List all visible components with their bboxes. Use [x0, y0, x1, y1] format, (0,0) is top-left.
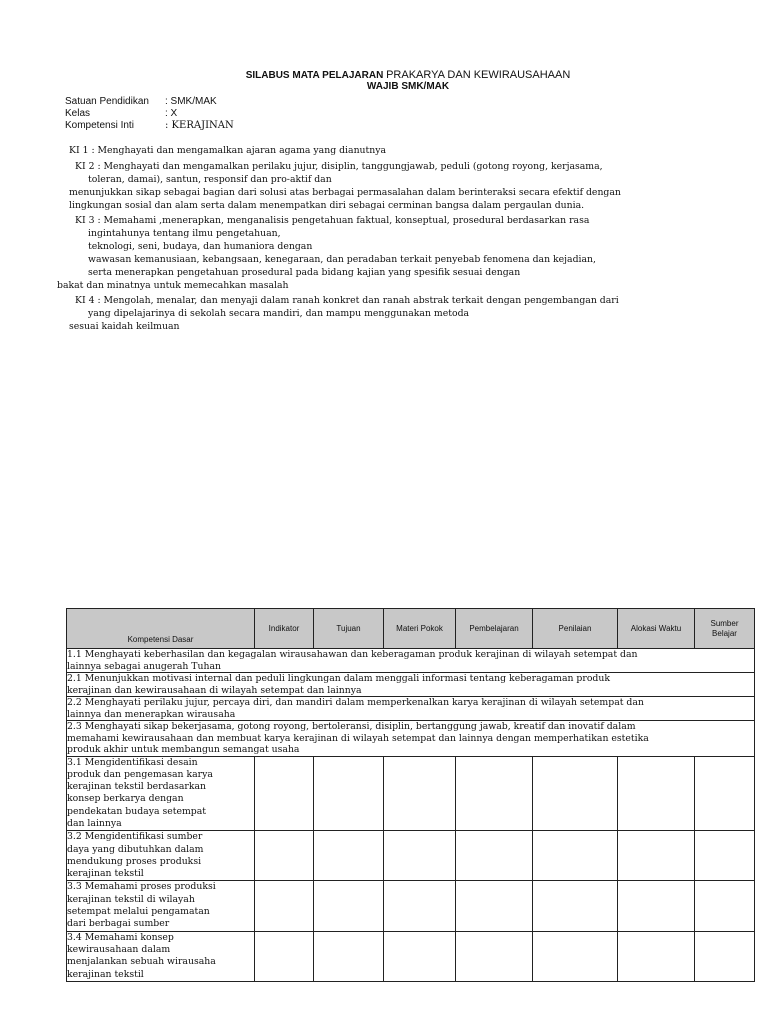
ki-line: bakat dan minatnya untuk memecahkan masalah	[57, 280, 289, 291]
kd-2-3-cell	[67, 721, 755, 757]
cell-line: 1.1 Menghayati keberhasilan dan kegagalan wirausahawan dan keberagaman produk kerajinan di wilayah setempat dan	[67, 649, 638, 660]
ki-line: teknologi, seni, budaya, dan humaniora dengan	[88, 241, 313, 252]
ki-line: KI 3 : Memahami ,menerapkan, menganalisis pengetahuan faktual, konseptual, prosedural berdasarkan rasa	[75, 215, 590, 226]
kd-3-3-cell	[67, 881, 255, 931]
meta-value: : X	[165, 108, 178, 119]
ki-line: toleran, damai), santun, responsif dan pro-aktif dan	[88, 174, 332, 185]
header-indikator: Indikator	[255, 609, 314, 649]
empty-cell	[456, 931, 533, 981]
table-row	[67, 931, 755, 981]
ki-line: yang dipelajarinya di sekolah secara mandiri, dan mampu menggunakan metoda	[88, 308, 470, 319]
cell-line: daya yang dibutuhkan dalam	[67, 843, 204, 855]
table-row	[67, 649, 755, 673]
cell-line: kerajinan tekstil	[67, 968, 144, 980]
empty-cell	[618, 881, 695, 931]
meta-label: Kelas	[65, 108, 91, 119]
table-header-row	[67, 609, 755, 649]
cell-line: lainnya dan menerapkan wirausaha	[67, 708, 236, 720]
empty-cell	[695, 881, 755, 931]
meta-value: : KERAJINAN	[165, 120, 234, 131]
cell-line: 3.1 Mengidentifikasi desain	[67, 756, 198, 768]
cell-line: produk dan pengemasan karya	[67, 768, 213, 780]
ki-line: sesuai kaidah keilmuan	[69, 321, 180, 332]
header-belajar-line: Belajar	[712, 628, 737, 638]
empty-cell	[255, 931, 314, 981]
header-materi-pokok: Materi Pokok	[384, 609, 456, 649]
empty-cell	[456, 831, 533, 881]
meta-value: : SMK/MAK	[165, 96, 217, 107]
meta-label: Kompetensi Inti	[65, 120, 134, 131]
empty-cell	[384, 881, 456, 931]
cell-line: 2.1 Menunjukkan motivasi internal dan peduli lingkungan dalam menggali informasi tentang keberagaman produk	[67, 673, 610, 684]
cell-line: setempat melalui pengamatan	[67, 906, 210, 918]
header-kompetensi-dasar: Kompetensi Dasar	[67, 609, 255, 649]
ki-line: serta menerapkan pengetahuan prosedural pada bidang kajian yang spesifik sesuai dengan	[88, 267, 521, 278]
table-row	[67, 881, 755, 931]
ki-line: KI 2 : Menghayati dan mengamalkan perilaku jujur, disiplin, tanggungjawab, peduli (gotong royong, kerjasama,	[75, 161, 603, 172]
empty-cell	[384, 831, 456, 881]
ki-line: KI 4 : Mengolah, menalar, dan menyaji dalam ranah konkret dan ranah abstrak terkait dengan pengembangan dari	[75, 295, 619, 306]
empty-cell	[695, 931, 755, 981]
cell-line: dan lainnya	[67, 817, 122, 829]
cell-line: memahami kewirausahaan dan membuat karya kerajinan di wilayah setempat dan lainnya dengan memperhatikan estetika	[67, 732, 649, 744]
cell-line: mendukung proses produksi	[67, 855, 202, 867]
empty-cell	[314, 756, 384, 831]
cell-line: 3.3 Memahami proses produksi	[67, 881, 216, 893]
meta-row-kompetensi-inti	[65, 119, 234, 132]
cell-line: produk akhir untuk membangun semangat usaha	[67, 744, 300, 755]
header-sumber-belajar	[695, 609, 755, 649]
header-tujuan: Tujuan	[314, 609, 384, 649]
empty-cell	[695, 756, 755, 831]
cell-line: pendekatan budaya setempat	[67, 805, 207, 817]
cell-line: 2.3 Menghayati sikap bekerjasama, gotong royong, bertoleransi, disiplin, bertanggung jawab, kreatif dan inovatif dalam	[67, 721, 636, 732]
syllabus-subject: PRAKARYA DAN KEWIRAUSAHAAN	[386, 69, 571, 81]
empty-cell	[618, 931, 695, 981]
kd-1-1-cell	[67, 649, 755, 673]
kd-3-2-cell	[67, 831, 255, 881]
header-sumber-line: Sumber	[710, 618, 739, 628]
empty-cell	[533, 881, 618, 931]
cell-line: 3.2 Mengidentifikasi sumber	[67, 831, 203, 843]
cell-line: kewirausahaan dalam	[67, 943, 171, 955]
header-pembelajaran: Pembelajaran	[456, 609, 533, 649]
empty-cell	[255, 831, 314, 881]
table-row	[67, 673, 755, 697]
meta-label: Satuan Pendidikan	[65, 96, 149, 107]
kd-3-4-cell	[67, 931, 255, 981]
empty-cell	[533, 756, 618, 831]
ki-line: KI 1 : Menghayati dan mengamalkan ajaran agama yang dianutnya	[69, 145, 387, 156]
ki-line: ingintahunya tentang ilmu pengetahuan,	[88, 228, 281, 239]
empty-cell	[314, 881, 384, 931]
cell-line: 3.4 Memahami konsep	[67, 931, 174, 943]
empty-cell	[384, 931, 456, 981]
table-row	[67, 756, 755, 831]
empty-cell	[618, 756, 695, 831]
cell-line: kerajinan dan kewirausahaan di wilayah setempat dan lainnya	[67, 684, 362, 696]
cell-line: menjalankan sebuah wirausaha	[67, 956, 216, 968]
cell-line: kerajinan tekstil berdasarkan	[67, 781, 207, 793]
empty-cell	[695, 831, 755, 881]
syllabus-title-bold: SILABUS MATA PELAJARAN	[245, 70, 384, 81]
empty-cell	[533, 931, 618, 981]
syllabus-subtitle: WAJIB SMK/MAK	[366, 81, 450, 92]
syllabus-table	[66, 608, 755, 982]
kd-2-1-cell	[67, 673, 755, 697]
header-alokasi-waktu: Alokasi Waktu	[618, 609, 695, 649]
header-penilaian: Penilaian	[533, 609, 618, 649]
kd-3-1-cell	[67, 756, 255, 831]
ki-line: wawasan kemanusiaan, kebangsaan, kenegaraan, dan peradaban terkait penyebab fenomena dan kejadian,	[88, 254, 596, 265]
empty-cell	[533, 831, 618, 881]
table-row	[67, 721, 755, 757]
table-row	[67, 697, 755, 721]
empty-cell	[456, 756, 533, 831]
kd-2-2-cell	[67, 697, 755, 721]
empty-cell	[314, 831, 384, 881]
cell-line: konsep berkarya dengan	[67, 793, 184, 805]
cell-line: dari berbagai sumber	[67, 918, 170, 930]
empty-cell	[314, 931, 384, 981]
cell-line: 2.2 Menghayati perilaku jujur, percaya diri, dan mandiri dalam memperkenalkan karya kerajinan di wilayah setempat dan	[67, 697, 644, 708]
cell-line: lainnya sebagai anugerah Tuhan	[67, 660, 222, 672]
table-row	[67, 831, 755, 881]
ki-line: menunjukkan sikap sebagai bagian dari solusi atas berbagai permasalahan dalam berinteraksi secara efektif dengan	[69, 187, 621, 198]
empty-cell	[255, 756, 314, 831]
empty-cell	[255, 881, 314, 931]
cell-line: kerajinan tekstil	[67, 868, 144, 880]
cell-line: kerajinan tekstil di wilayah	[67, 893, 195, 905]
empty-cell	[618, 831, 695, 881]
ki-line: lingkungan sosial dan alam serta dalam menempatkan diri sebagai cerminan bangsa dalam pergaulan dunia.	[69, 200, 585, 211]
empty-cell	[384, 756, 456, 831]
empty-cell	[456, 881, 533, 931]
